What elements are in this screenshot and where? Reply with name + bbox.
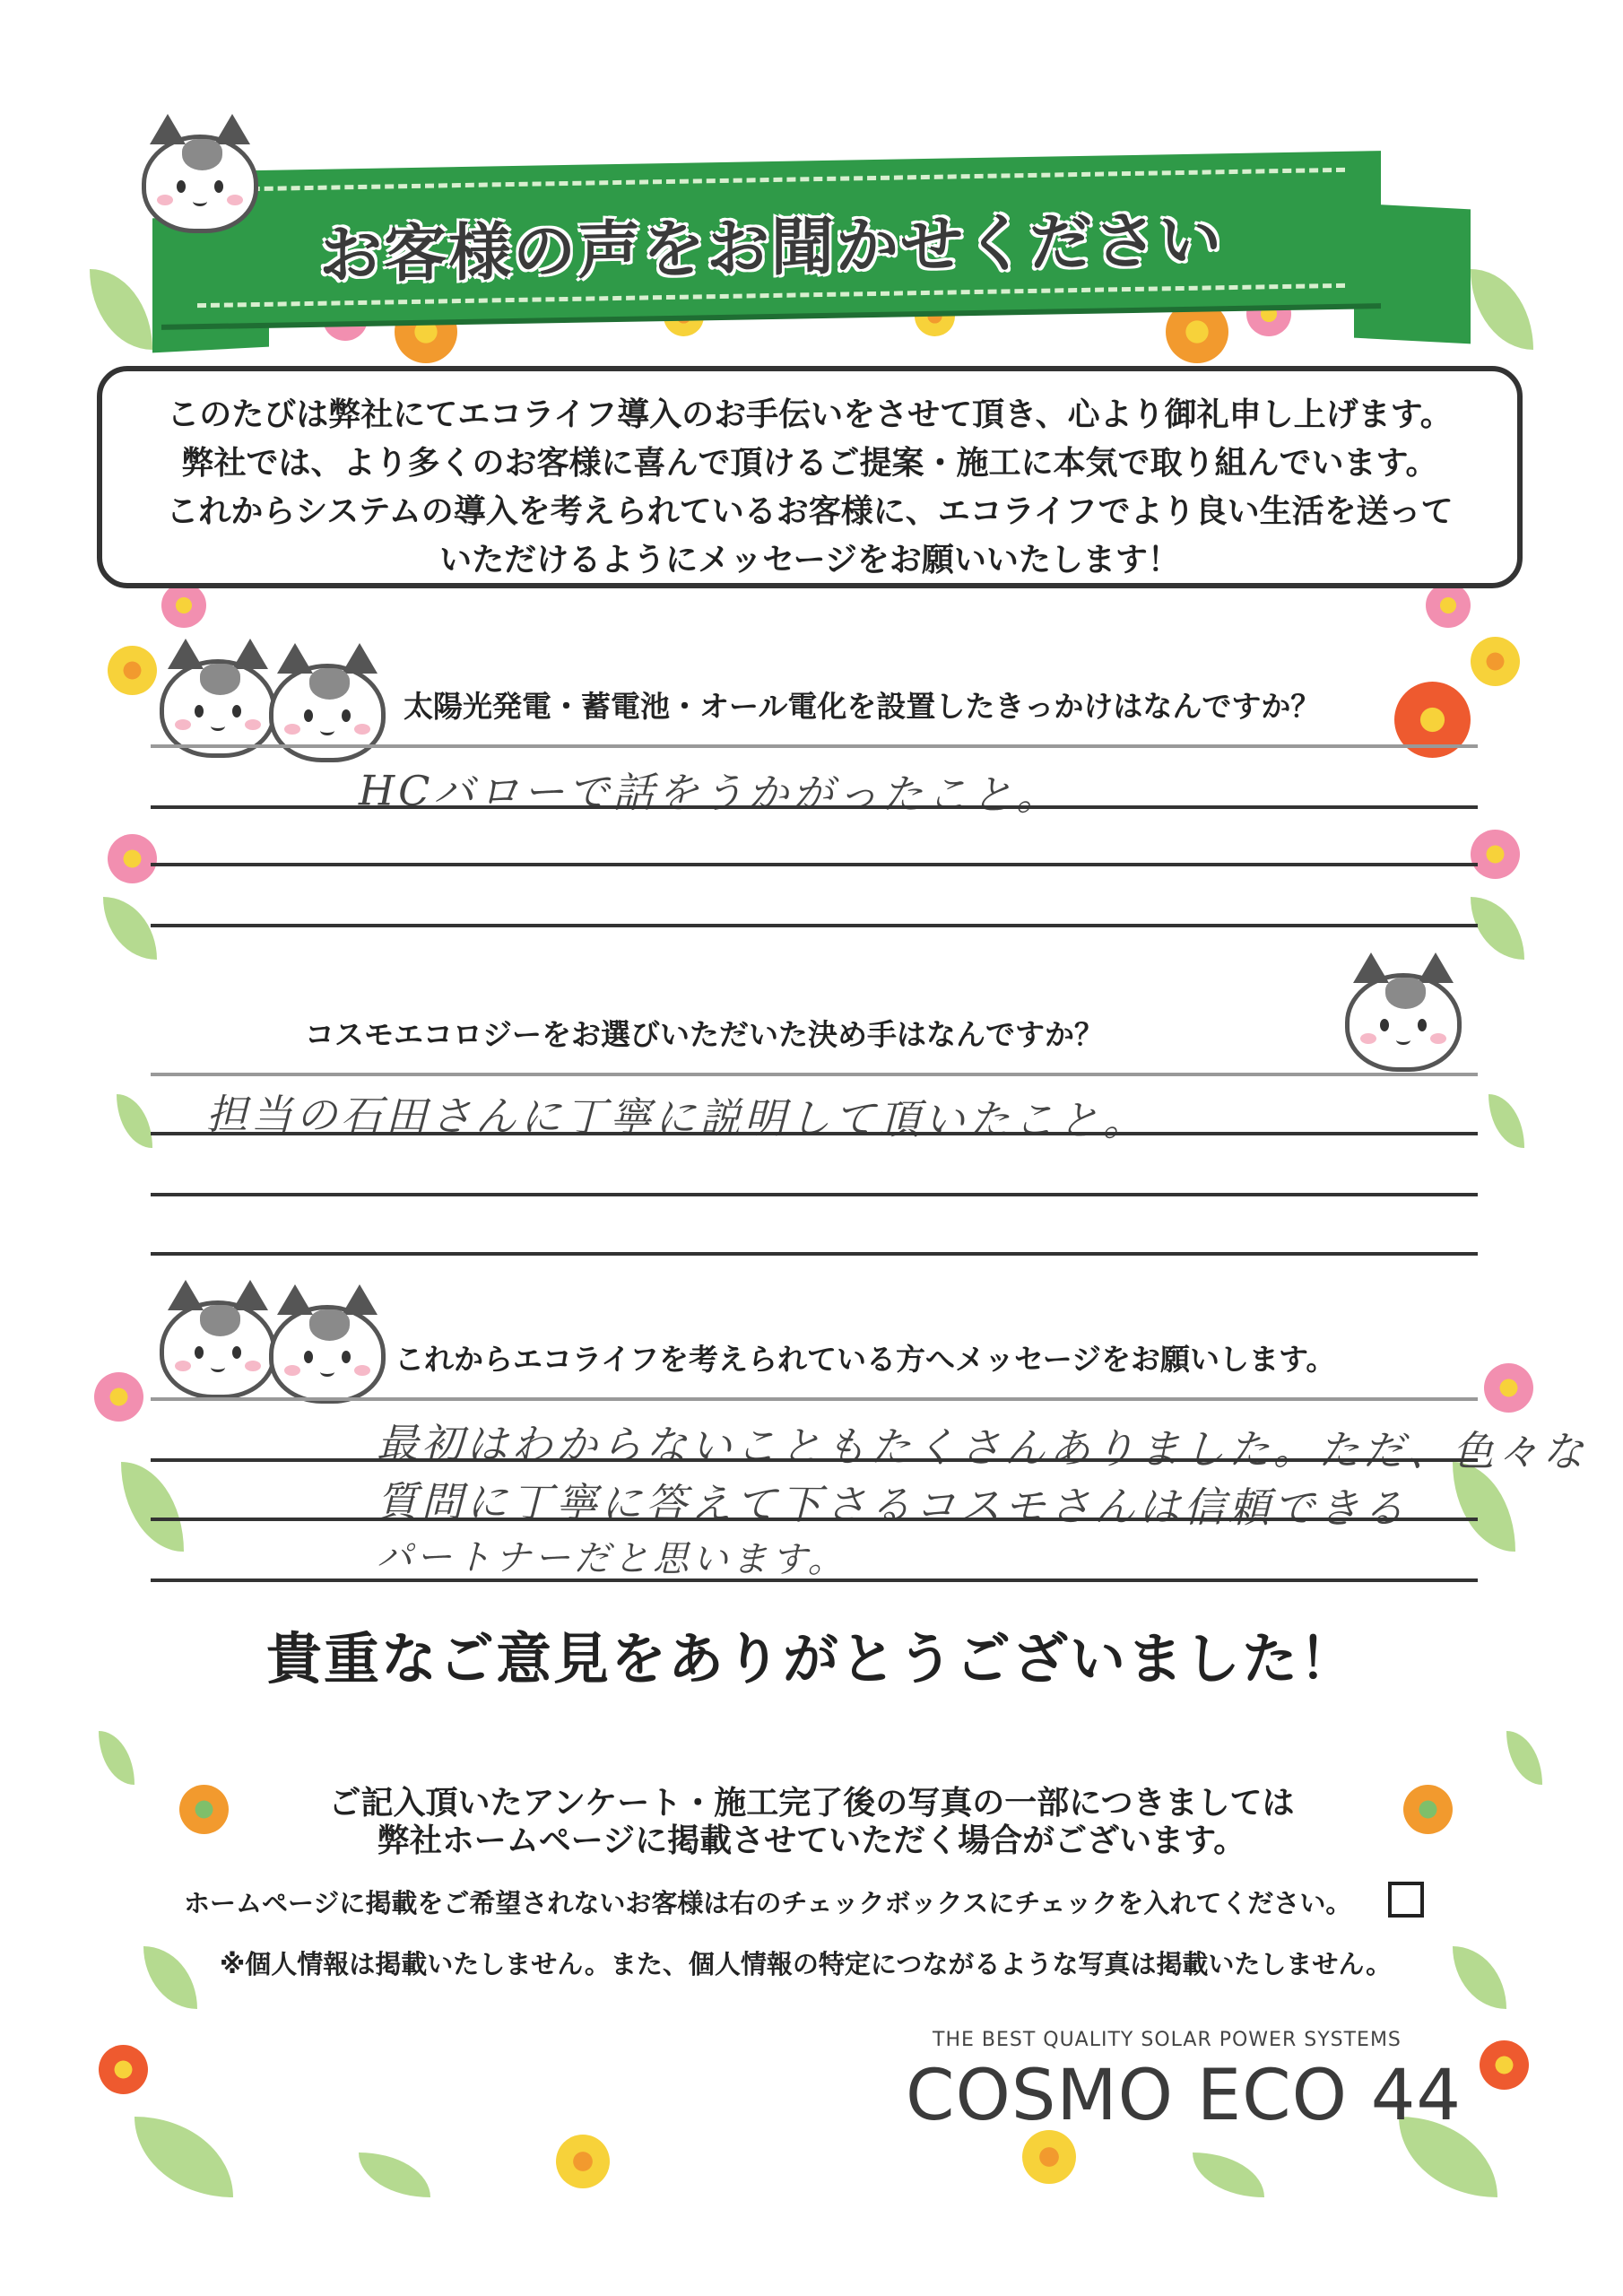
intro-line: いただけるようにメッセージをお願いいたします！ bbox=[439, 542, 1180, 578]
flower-decoration bbox=[1480, 2040, 1529, 2090]
cat-mascot-icon bbox=[160, 1300, 276, 1399]
question-3-answer-line-2: 質問に丁寧に答えて下さるコスモさんは信頼できる bbox=[376, 1476, 1409, 1534]
header-banner bbox=[161, 151, 1381, 325]
question-2-answer: 担当の石田さんに丁寧に説明して頂いたこと。 bbox=[205, 1090, 1149, 1145]
opt-out-label: ホームページに掲載をご希望されないお客様は右のチェックボックスにチェックを入れてください。 bbox=[184, 1888, 1352, 1918]
leaf-decoration bbox=[359, 2152, 430, 2197]
answer-line bbox=[151, 924, 1478, 927]
question-3-answer-line-1: 最初はわからないこともたくさんありました。ただ、色々な bbox=[376, 1419, 1588, 1476]
answer-line bbox=[151, 1252, 1478, 1256]
answer-line bbox=[151, 744, 1478, 748]
flower-decoration bbox=[1471, 830, 1520, 879]
leaf-decoration bbox=[143, 1946, 197, 2009]
question-3-answer-line-3: パートナーだと思います。 bbox=[376, 1536, 847, 1581]
page-title: お客様の声をお聞かせください bbox=[319, 203, 1223, 292]
flower-decoration bbox=[108, 646, 157, 695]
logo-tagline: THE BEST QUALITY SOLAR POWER SYSTEMS bbox=[933, 2029, 1402, 2051]
leaf-decoration bbox=[1453, 1946, 1506, 2009]
thank-you-heading: 貴重なご意見をありがとうございました！ bbox=[265, 1626, 1357, 1692]
cat-mascot-icon bbox=[269, 1305, 386, 1404]
flower-decoration bbox=[1471, 637, 1520, 686]
leaf-decoration bbox=[103, 897, 157, 960]
question-2-label: コスモエコロジーをお選びいただいた決め手はなんですか？ bbox=[305, 1017, 1104, 1052]
answer-line bbox=[151, 1518, 1478, 1521]
cat-mascot-icon bbox=[1345, 973, 1462, 1072]
leaf-decoration bbox=[99, 1731, 135, 1785]
flower-decoration bbox=[1426, 583, 1471, 628]
answer-line bbox=[151, 1132, 1478, 1135]
question-3-label: これからエコライフを考えられている方へメッセージをお願いします。 bbox=[395, 1342, 1336, 1377]
cat-mascot-icon bbox=[142, 135, 258, 233]
intro-line: これからシステムの導入を考えられているお客様に、エコライフでより良い生活を送って bbox=[166, 493, 1454, 530]
publication-notice-line-1: ご記入頂いたアンケート・施工完了後の写真の一部につきましては bbox=[328, 1785, 1295, 1822]
intro-line: このたびは弊社にてエコライフ導入のお手伝いをさせて頂き、心より御礼申し上げます。 bbox=[167, 396, 1453, 433]
answer-line bbox=[151, 1073, 1478, 1076]
flower-decoration bbox=[108, 834, 157, 883]
cat-mascot-icon bbox=[160, 659, 276, 758]
intro-message-box bbox=[97, 366, 1523, 588]
leaf-decoration bbox=[1471, 269, 1533, 350]
company-logo: COSMO ECO 44 bbox=[906, 2056, 1462, 2136]
leaf-decoration bbox=[1193, 2152, 1264, 2197]
leaf-decoration bbox=[117, 1094, 152, 1148]
leaf-decoration bbox=[90, 269, 152, 350]
flower-decoration bbox=[556, 2135, 610, 2188]
flower-decoration bbox=[1484, 1363, 1533, 1413]
leaf-decoration bbox=[1488, 1094, 1524, 1148]
leaf-decoration bbox=[1506, 1731, 1542, 1785]
privacy-note: ※個人情報は掲載いたしません。また、個人情報の特定につながるような写真は掲載いたしません。 bbox=[220, 1949, 1393, 1979]
flower-decoration bbox=[94, 1372, 143, 1422]
publication-notice-line-2: 弊社ホームページに掲載させていただく場合がございます。 bbox=[377, 1822, 1246, 1859]
leaf-decoration bbox=[121, 1462, 184, 1552]
intro-line: 弊社では、より多くのお客様に喜んで頂けるご提案・施工に本気で取り組んでいます。 bbox=[181, 445, 1438, 482]
flower-decoration bbox=[1166, 300, 1228, 363]
flower-decoration bbox=[99, 2045, 148, 2094]
opt-out-checkbox[interactable] bbox=[1388, 1882, 1424, 1918]
answer-line bbox=[151, 1458, 1478, 1462]
answer-line bbox=[151, 863, 1478, 866]
leaf-decoration bbox=[1471, 897, 1524, 960]
answer-line bbox=[151, 1397, 1478, 1401]
question-1-answer: HCバローで話をうかがったこと。 bbox=[358, 766, 1062, 820]
leaf-decoration bbox=[135, 2117, 233, 2197]
flower-decoration bbox=[1022, 2130, 1076, 2184]
question-1-label: 太陽光発電・蓄電池・オール電化を設置したきっかけはなんですか？ bbox=[404, 689, 1321, 724]
answer-line bbox=[151, 805, 1478, 809]
answer-line bbox=[151, 1578, 1478, 1582]
answer-line bbox=[151, 1193, 1478, 1196]
flower-decoration bbox=[161, 583, 206, 628]
